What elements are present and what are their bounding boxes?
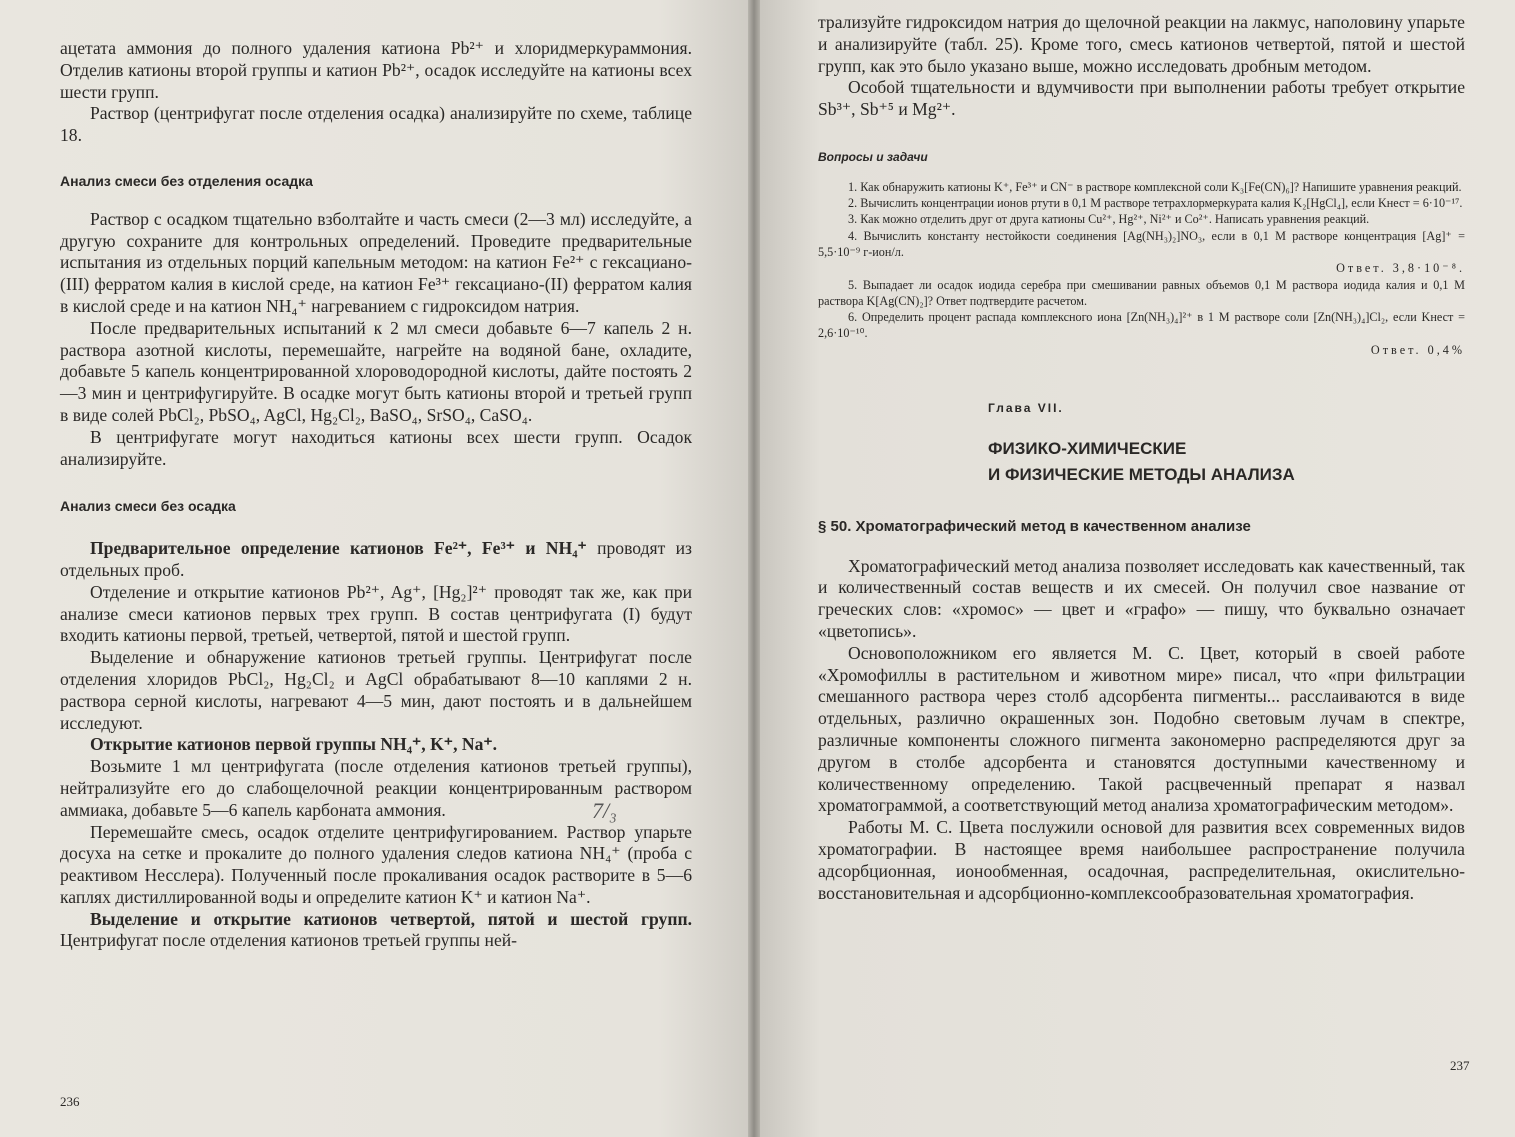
paragraph <box>60 538 692 582</box>
left-page <box>0 0 748 1137</box>
bold-lead: Предварительное определение катионов Fe²⁺, Fe³⁺ и NH₄⁺ <box>90 538 587 559</box>
chapter-label: Глава VII. <box>988 401 1064 416</box>
question-item: 3. Как можно отделить друг от друга катионы Cu²⁺, Hg²⁺, Ni²⁺ и Co²⁺. Написать уравнения реакций. <box>848 212 1370 227</box>
paragraph-text: Центрифугат после отделения катионов третьей группы ней- <box>60 930 518 951</box>
answer: Ответ. 0,4% <box>1370 342 1465 357</box>
paragraph <box>60 909 692 953</box>
questions-heading: Вопросы и задачи <box>818 149 928 164</box>
page-number: 236 <box>60 1094 80 1109</box>
paragraph: Работы М. С. Цвета послужили основой для развития всех современных видов хроматографии. В настоящее время наибольшее распространение получила адсорбционная, ионообменная, осадочная, распределительная, окислительно-восстановительная и адсорбционно-комплексообразовательная хроматография. <box>818 817 1465 903</box>
page-number: 237 <box>1450 1058 1470 1073</box>
bold-lead: Выделение и открытие катионов четвертой, пятой и шестой групп. <box>90 908 692 929</box>
chapter-title-line: ФИЗИКО-ХИМИЧЕСКИЕ <box>988 438 1187 458</box>
paragraph: Особой тщательности и вдумчивости при выполнении работы требует открытие Sb³⁺, Sb⁺⁵ и Mg²⁺. <box>818 77 1465 120</box>
question-item: 2. Вычислить концентрации ионов ртути в 0,1 M растворе тетрахлормеркурата калия K₂[HgCl₄], если Kнест = 6·10⁻¹⁷. <box>848 196 1463 211</box>
paragraph: Хроматографический метод анализа позволяет исследовать как качественный, так и количественный состав веществ и их смесей. Он получил свое название от греческих слов: «хромос» — цвет и «графо» — пишу, что буквально означает «цветопись». <box>818 555 1465 642</box>
chapter-title-line: И ФИЗИЧЕСКИЕ МЕТОДЫ АНАЛИЗА <box>988 464 1295 484</box>
bold-lead: Открытие катионов первой группы NH₄⁺, K⁺, Na⁺. <box>90 734 498 755</box>
handwritten-note: 7/₃ <box>592 798 617 823</box>
paragraph-text: проводят из отдельных проб. <box>60 538 692 580</box>
question-item: 4. Вычислить константу нестойкости соединения [Ag(NH₃)₂]NO₃, если в 0,1 M растворе концентрация [Ag]⁺ = 5,5·10⁻⁹ г-ион/л. <box>818 228 1465 259</box>
book-gutter <box>748 0 760 1137</box>
answer: Ответ. 3,8·10⁻⁸. <box>1336 261 1465 276</box>
question-item: 1. Как обнаружить катионы K⁺, Fe³⁺ и CN⁻ в растворе комплексной соли K₃[Fe(CN)₆]? Напишите уравнения реакций. <box>848 179 1462 194</box>
paragraph: ацетата аммония до полного удаления катиона Pb²⁺ и хлоридмеркураммония. Отделив катионы второй группы и катион Pb²⁺, осадок исследуйте на катионы всех шести групп. <box>60 38 692 102</box>
question-item: 6. Определить процент распада комплексного иона [Zn(NH₃)₄]²⁺ в 1 M растворе соли [Zn(NH₃)₄]Cl₂, если Kнест = 2,6·10⁻¹⁰. <box>818 310 1465 341</box>
paragraph: Перемешайте смесь, осадок отделите центрифугированием. Раствор упарьте досуха на сетке и прокалите до полного удаления следов катиона NH₄⁺ (проба с реактивом Несслера). Полученный после прокаливания осадок растворите в 5—6 каплях дистиллированной воды и определите катион K⁺ и катион Na⁺. <box>60 821 692 907</box>
section-heading: Анализ смеси без осадка <box>60 498 236 515</box>
questions-list <box>818 179 1465 358</box>
paragraph <box>60 734 692 756</box>
paragraph: Основоположником его является М. С. Цвет, который в своей работе «Хромофиллы в растительном и животном мире» писал, что «при фильтрации смешанного раствора через столб адсорбента пигменты... расслаиваются в виде отдельных, различно окрашенных зон. Подобно световым лучам в спектре, различные компоненты сложного пигмента закономерно распределяются друг за другом в столбе адсорбента и становятся доступными качественному и количественному определению. Такой расцвеченный препарат я назвал хроматограммой, а соответствующий метод анализа хроматографическим методом». <box>818 642 1465 816</box>
paragraph: Раствор (центрифугат после отделения осадка) анализируйте по схеме, таблице 18. <box>60 103 692 146</box>
paragraph: Выделение и обнаружение катионов третьей группы. Центрифугат после отделения хлоридов PbCl₂, Hg₂Cl₂ и AgCl обрабатывают 8—10 каплями 2 н. раствора серной кислоты, нагревают 4—5 мин, дают постоять и в дальнейшем исследуют. <box>60 647 692 733</box>
right-page <box>760 0 1515 1137</box>
paragraph: трализуйте гидроксидом натрия до щелочной реакции на лакмус, наполовину упарьте и анализируйте (табл. 25). Кроме того, смесь катионов четвертой, пятой и шестой групп, как это было указано выше, можно исследовать дробным методом. <box>818 12 1465 76</box>
paragraph: Раствор с осадком тщательно взболтайте и часть смеси (2—3 мл) исследуйте, а другую сохраните для контрольных определений. Проведите предварительные испытания из отдельных порций капельным методом: на катион Fe²⁺ с гексациано-(III) ферратом калия в кислой среде, на катион Fe³⁺ гексациано-(II) ферратом калия в кислой среде и на катион NH₄⁺ нагреванием с гидроксидом натрия. <box>60 208 692 316</box>
paragraph-heading: § 50. Хроматографический метод в качественном анализе <box>818 517 1251 535</box>
paragraph: В центрифугате могут находиться катионы всех шести групп. Осадок анализируйте. <box>60 426 692 469</box>
section-heading: Анализ смеси без отделения осадка <box>60 172 313 189</box>
paragraph: Возьмите 1 мл центрифугата (после отделения катионов третьей группы), нейтрализуйте его до слабощелочной реакции концентрированным раствором аммиака, добавьте 5—6 капель карбоната аммония. <box>60 756 692 820</box>
question-item: 5. Выпадает ли осадок иодида серебра при смешивании равных объемов 0,1 M раствора иодида калия и 0,1 M раствора K[Ag(CN)₂]? Ответ подтвердите расчетом. <box>818 277 1465 308</box>
paragraph: Отделение и открытие катионов Pb²⁺, Ag⁺, [Hg₂]²⁺ проводят так же, как при анализе смеси катионов первых трех групп. В состав центрифугата (I) будут входить катионы первой, третьей, четвертой, пятой и шестой групп. <box>60 581 692 646</box>
paragraph: После предварительных испытаний к 2 мл смеси добавьте 6—7 капель 2 н. раствора азотной кислоты, перемешайте, нагрейте на водяной бане, охладите, добавьте 5 капель концентрированной хлороводородной кислоты, дайте постоять 2—3 мин и центрифугируйте. В осадке могут быть катионы второй и третьей групп в виде солей PbCl₂, PbSO₄, AgCl, Hg₂Cl₂, BaSO₄, SrSO₄, CaSO₄. <box>60 317 692 425</box>
